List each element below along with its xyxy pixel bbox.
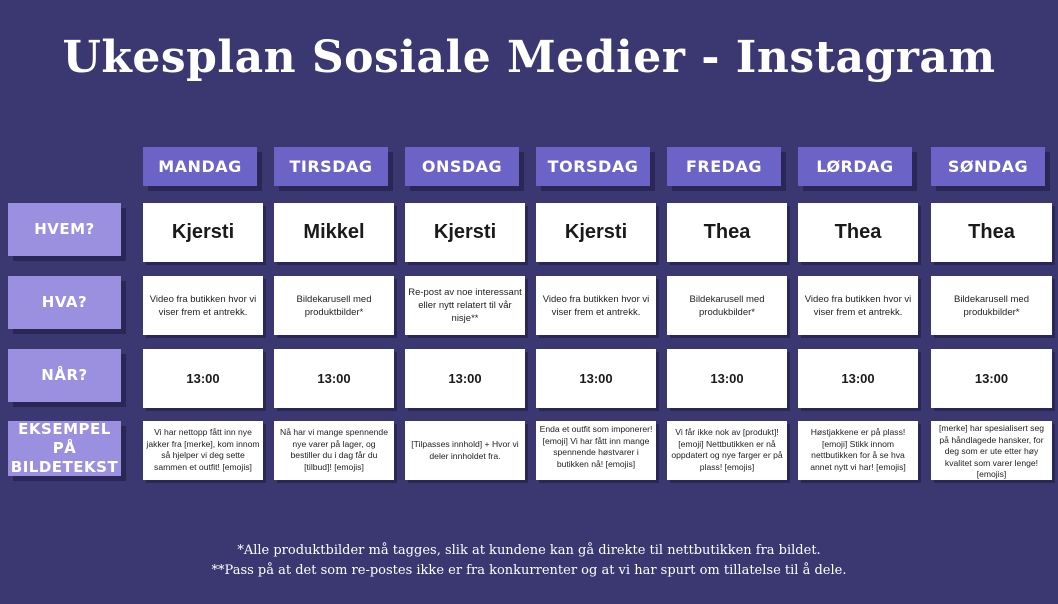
who-cell: Kjersti <box>405 203 525 262</box>
example-cell: [merke] har spesialisert seg på håndlagede hansker, for deg som er ute etter høy kvalitet som varer lenge! [emojis] <box>931 421 1052 480</box>
day-header: ONSDAG <box>405 147 519 186</box>
day-header: LØRDAG <box>798 147 912 186</box>
what-cell: Bildekarusell med produkbilder* <box>667 276 787 335</box>
what-cell: Video fra butikken hvor vi viser frem et antrekk. <box>798 276 918 335</box>
what-cell: Bildekarusell med produktbilder* <box>274 276 394 335</box>
example-cell: [Tilpasses innhold] + Hvor vi deler innholdet fra. <box>405 421 525 480</box>
when-cell: 13:00 <box>931 349 1052 408</box>
who-cell: Thea <box>931 203 1052 262</box>
day-header: SØNDAG <box>931 147 1045 186</box>
what-cell: Video fra butikken hvor vi viser frem et antrekk. <box>143 276 263 335</box>
row-label-example-line1: EKSEMPEL PÅ <box>18 420 111 457</box>
row-label-when: NÅR? <box>8 349 121 402</box>
row-label-who: HVEM? <box>8 203 121 256</box>
when-cell: 13:00 <box>536 349 656 408</box>
day-header: MANDAG <box>143 147 257 186</box>
row-label-what: HVA? <box>8 276 121 329</box>
example-cell: Vi får ikke nok av [produkt]! [emoji] Nettbutikken er nå oppdatert og nye farger er på plass! [emojis] <box>667 421 787 480</box>
who-cell: Thea <box>798 203 918 262</box>
when-cell: 13:00 <box>405 349 525 408</box>
day-header: FREDAG <box>667 147 781 186</box>
row-label-example-line2: BILDETEKST <box>10 458 119 476</box>
row-label-example <box>8 421 121 476</box>
example-cell: Enda et outfit som imponerer! [emoji] Vi har fått inn mange spennende høstvarer i butikken nå! [emojis] <box>536 421 656 480</box>
who-cell: Kjersti <box>143 203 263 262</box>
when-cell: 13:00 <box>798 349 918 408</box>
when-cell: 13:00 <box>667 349 787 408</box>
when-cell: 13:00 <box>274 349 394 408</box>
who-cell: Thea <box>667 203 787 262</box>
example-cell: Vi har nettopp fått inn nye jakker fra [merke], kom innom så hjelper vi deg sette sammen et outfit! [emojis] <box>143 421 263 480</box>
who-cell: Mikkel <box>274 203 394 262</box>
example-cell: Høstjakkene er på plass! [emoji] Stikk innom nettbutikken for å se hva annet nytt vi har! [emojis] <box>798 421 918 480</box>
what-cell: Bildekarusell med produkbilder* <box>931 276 1052 335</box>
day-header: TIRSDAG <box>274 147 388 186</box>
footnote: *Alle produktbilder må tagges, slik at kundene kan gå direkte til nettbutikken fra bildet. <box>237 543 821 558</box>
when-cell: 13:00 <box>143 349 263 408</box>
what-cell: Re-post av noe interessant eller nytt relatert til vår nisje** <box>405 276 525 335</box>
who-cell: Kjersti <box>536 203 656 262</box>
footnote: **Pass på at det som re-postes ikke er fra konkurrenter og at vi har spurt om tillatelse til å dele. <box>211 563 847 578</box>
page-title: Ukesplan Sosiale Medier - Instagram <box>62 32 996 83</box>
example-cell: Nå har vi mange spennende nye varer på lager, og bestiller du i dag får du [tilbud]! [emojis] <box>274 421 394 480</box>
what-cell: Video fra butikken hvor vi viser frem et antrekk. <box>536 276 656 335</box>
day-header: TORSDAG <box>536 147 650 186</box>
